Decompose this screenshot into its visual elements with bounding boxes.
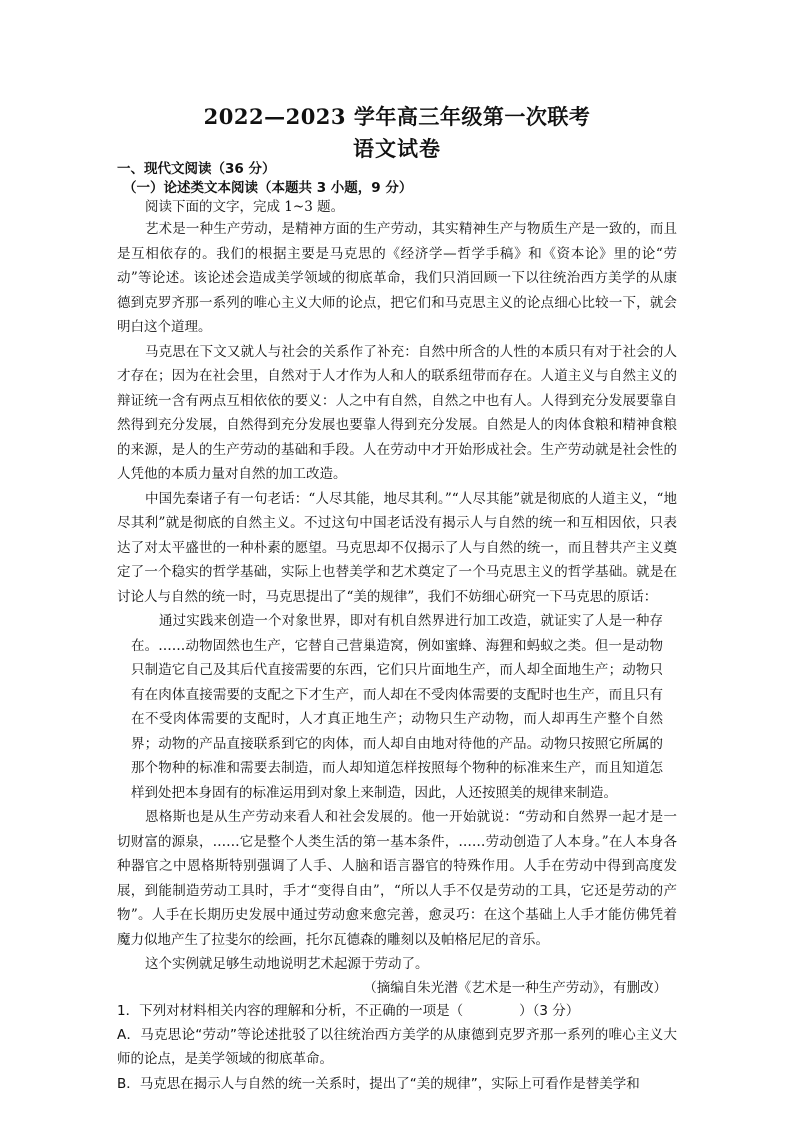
reading-instruction: 阅读下面的文字，完成 1~3 题。 [145, 199, 345, 215]
question-1-option-a: A．马克思论“劳动”等论述批驳了以往统治西方美学的从康德到克罗齐那一系列的唯心主义大师的论点，是美学领域的彻底革命。 [117, 1026, 677, 1067]
question-1-stem [117, 999, 677, 1023]
passage-paragraph-4: 恩格斯也是从生产劳动来看人和社会发展的。他一开始就说：“劳动和自然界一起才是一切财富的源泉，……它是整个人类生活的第一基本条件，……劳动创造了人本身。”在人本身各种器官之中恩格斯特别强调了人手、人脑和语言器官的特殊作用。人手在劳动中得到高度发展，到能制造劳动工具时，手才“变得自由”，“所以人手不仅是劳动的工具，它还是劳动的产物”。人手在长期历史发展中通过劳动愈来愈完善，愈灵巧：在这个基础上人手才能仿佛凭着魔力似地产生了拉斐尔的绘画，托尔瓦德森的雕刻以及帕格尼尼的音乐。 [117, 809, 677, 948]
question-1-option-b: B．马克思在揭示人与自然的统一关系时，提出了“美的规律”，实际上可看作是替美学和 [117, 1075, 640, 1092]
exam-content [117, 160, 677, 1096]
passage-source: （摘编自朱光潜《艺术是一种生产劳动》，有删改） [363, 979, 667, 996]
passage-paragraph-3: 中国先秦诸子有一句老话：“人尽其能，地尽其利。”“人尽其能”就是彻底的人道主义，“地尽其利”就是彻底的自然主义。不过这句中国老话没有揭示人与自然的统一和互相因依，只表达了对太平盛世的一种朴素的愿望。马克思却不仅揭示了人与自然的统一，而且替共产主义奠定了一个稳实的哲学基础，实际上也替美学和艺术奠定了一个马克思主义的哲学基础。就是在讨论人与自然的统一时，马克思提出了“美的规律”，我们不妨细心研究一下马克思的原话： [117, 490, 677, 605]
passage-paragraph-2: 马克思在下文又就人与社会的关系作了补充：自然中所含的人性的本质只有对于社会的人才存在；因为在社会里，自然对于人才作为人和人的联系纽带而存在。人道主义与自然主义的辩证统一含有两点互相依依的要义：人之中有自然，自然之中也有人。人得到充分发展要靠自然得到充分发展，自然得到充分发展也要靠人得到充分发展。自然是人的肉体食粮和精神食粮的来源，是人的生产劳动的基础和手段。人在劳动中才开始形成社会。生产劳动就是社会性的人凭他的本质力量对自然的加工改造。 [117, 343, 677, 482]
passage-paragraph-5: 这个实例就足够生动地说明艺术起源于劳动了。 [145, 956, 429, 972]
question-1-score: ）（3 分） [519, 1002, 580, 1019]
exam-title: 2022—2023 学年高三年级第一次联考 [203, 104, 591, 129]
question-1-stem-text: 1．下列对材料相关内容的理解和分析，不正确的一项是（ [117, 1002, 464, 1019]
exam-subject: 语文试卷 [353, 136, 441, 161]
passage-paragraph-1: 艺术是一种生产劳动，是精神方面的生产劳动，其实精神生产与物质生产是一致的，而且是互相依存的。我们的根据主要是马克思的《经济学—哲学手稿》和《资本论》里的论“劳动”等论述。该论述会造成美学领域的彻底革命，我们只消回顾一下以往统治西方美学的从康德到克罗齐那一系列的唯心主义大师的论点，把它们和马克思主义的论点细心比较一下，就会明白这个道理。 [117, 221, 677, 335]
sub-section-heading: （一）论述类文本阅读（本题共 3 小题，9 分） [123, 180, 413, 196]
section-heading: 一、现代文阅读（36 分） [117, 161, 276, 177]
marx-quote: 通过实践来创造一个对象世界，即对有机自然界进行加工改造，就证实了人是一种存在。……动物固然也生产，它替自己营巢造窝，例如蜜蜂、海狸和蚂蚁之类。但一是动物只制造它自己及其后代直接需要的东西，它们只片面地生产，而人却全面地生产；动物只有在肉体直接需要的支配之下才生产，而人却在不受肉体需要的支配时也生产，而且只有在不受肉体需要的支配时，人才真正地生产；动物只生产动物，而人却再生产整个自然界；动物的产品直接联系到它的肉体，而人却自由地对待他的产品。动物只按照它所属的那个物种的标准和需要去制造，而人却知道怎样按照每个物种的标准来生产，而且知道怎样到处把本身固有的标准运用到对象上来制造，因此，人还按照美的规律来制造。 [131, 613, 663, 801]
